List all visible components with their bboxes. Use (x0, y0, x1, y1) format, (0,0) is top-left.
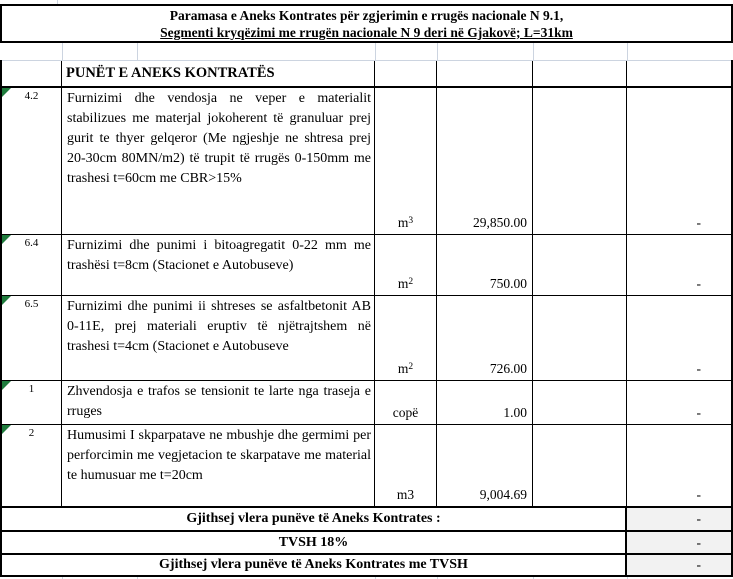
item-no-cell[interactable] (2, 88, 62, 234)
summary-row (2, 532, 731, 555)
item-no: 4.2 (24, 90, 39, 102)
item-no: 1 (28, 383, 35, 395)
section-header-row (2, 60, 731, 88)
table-row (2, 88, 731, 235)
summary-value-cell[interactable]: - (627, 555, 731, 575)
works-table (0, 60, 733, 577)
unit-base: m (397, 215, 409, 230)
unit-cell[interactable] (375, 296, 437, 380)
empty-cell[interactable] (533, 61, 627, 86)
title-line-1: Paramasa e Aneks Kontrates për zgjerimin e rrugës nacionale N 9.1, (169, 7, 564, 23)
total-cell[interactable]: - (696, 215, 701, 230)
error-indicator-icon (2, 235, 11, 244)
table-row (2, 425, 731, 508)
total-cell[interactable]: - (696, 487, 701, 502)
gridline (137, 43, 138, 60)
item-no: 6.5 (24, 298, 39, 310)
item-no: 6.4 (24, 237, 39, 249)
summary-value-cell[interactable]: - (627, 508, 731, 530)
document-title-cell[interactable] (0, 4, 733, 43)
summary-value-cell[interactable]: - (627, 532, 731, 553)
unit-cell[interactable] (375, 425, 437, 506)
table-row (2, 235, 731, 296)
total-cell[interactable]: - (696, 361, 701, 376)
error-indicator-icon (2, 425, 11, 434)
summary-label-cell[interactable]: TVSH 18% (2, 532, 627, 553)
unit-cell[interactable] (375, 381, 437, 424)
unit-exponent: 3 (408, 215, 414, 226)
quantity-cell[interactable]: 9,004.69 (437, 425, 533, 506)
unit-cell[interactable] (375, 235, 437, 295)
item-description-cell[interactable]: Humusimi I skparpatave ne mbushje dhe germimi per perforcimin me vegjetacion te skarpatave me material te humusuar me t=20cm (62, 425, 375, 506)
item-no-cell[interactable] (2, 296, 62, 380)
unit-exponent: 2 (408, 276, 414, 287)
gridline (375, 43, 376, 60)
total-cell[interactable]: - (696, 276, 701, 291)
gridline (533, 43, 534, 60)
empty-cell[interactable] (437, 61, 533, 86)
item-description-cell[interactable]: Furnizimi dhe vendosja ne veper e materialit stabilizues me materjal jokoherent të granuluar prej gurit te thyer gelqeror (Me ngjeshje ne shtresa prej 20-30cm 80MN/m2) të trupit të rrugës 0-150mm me trashesi t=60cm me CBR>15% (62, 88, 375, 234)
price-cell[interactable] (533, 88, 627, 234)
quantity-cell[interactable]: 29,850.00 (437, 88, 533, 234)
unit-base: copë (392, 405, 419, 420)
price-cell[interactable] (533, 425, 627, 506)
item-no-cell[interactable] (2, 235, 62, 295)
item-description-cell[interactable]: Furnizimi dhe punimi ii shtreses se asfaltbetonit AB 0-11E, prej materiali eruptiv të njëtrajtshem në trashesi t=4cm (Stacionet e Autobuseve (62, 296, 375, 380)
gridline (437, 43, 438, 60)
empty-cell[interactable] (2, 61, 62, 86)
unit-base: m3 (396, 487, 415, 502)
price-cell[interactable] (533, 235, 627, 295)
unit-exponent: 2 (408, 361, 414, 372)
unit-base: m (397, 276, 409, 291)
gridline (62, 43, 63, 60)
item-no: 2 (28, 427, 35, 439)
total-cell[interactable]: - (696, 405, 701, 420)
table-row (2, 381, 731, 425)
table-row (2, 296, 731, 381)
summary-label-cell[interactable]: Gjithsej vlera punëve të Aneks Kontrates : (2, 508, 627, 530)
price-cell[interactable] (533, 296, 627, 380)
item-description-cell[interactable]: Zhvendosja e trafos se tensionit te larte nga traseja e rruges (62, 381, 375, 424)
unit-base: m (397, 361, 409, 376)
unit-cell[interactable] (375, 88, 437, 234)
gridline (627, 43, 628, 60)
title-line-2: Segmenti kryqëzimi me rrugën nacionale N 9 deri në Gjakovë; L=31km (160, 24, 573, 40)
error-indicator-icon (2, 296, 11, 305)
item-no-cell[interactable] (2, 425, 62, 506)
summary-row (2, 508, 731, 532)
error-indicator-icon (2, 88, 11, 97)
empty-cell[interactable] (627, 61, 731, 86)
summary-row (2, 555, 731, 577)
section-header-cell[interactable]: PUNËT E ANEKS KONTRATËS (62, 61, 375, 86)
item-no-cell[interactable] (2, 381, 62, 424)
quantity-cell[interactable]: 726.00 (437, 296, 533, 380)
item-description-cell[interactable]: Furnizimi dhe punimi i bitoagregatit 0-22 mm me trashësi t=8cm (Stacionet e Autobuseve) (62, 235, 375, 295)
quantity-cell[interactable]: 1.00 (437, 381, 533, 424)
empty-cell[interactable] (375, 61, 437, 86)
quantity-cell[interactable]: 750.00 (437, 235, 533, 295)
summary-label-cell[interactable]: Gjithsej vlera punëve të Aneks Kontrates me TVSH (2, 555, 627, 575)
error-indicator-icon (2, 381, 11, 390)
price-cell[interactable] (533, 381, 627, 424)
